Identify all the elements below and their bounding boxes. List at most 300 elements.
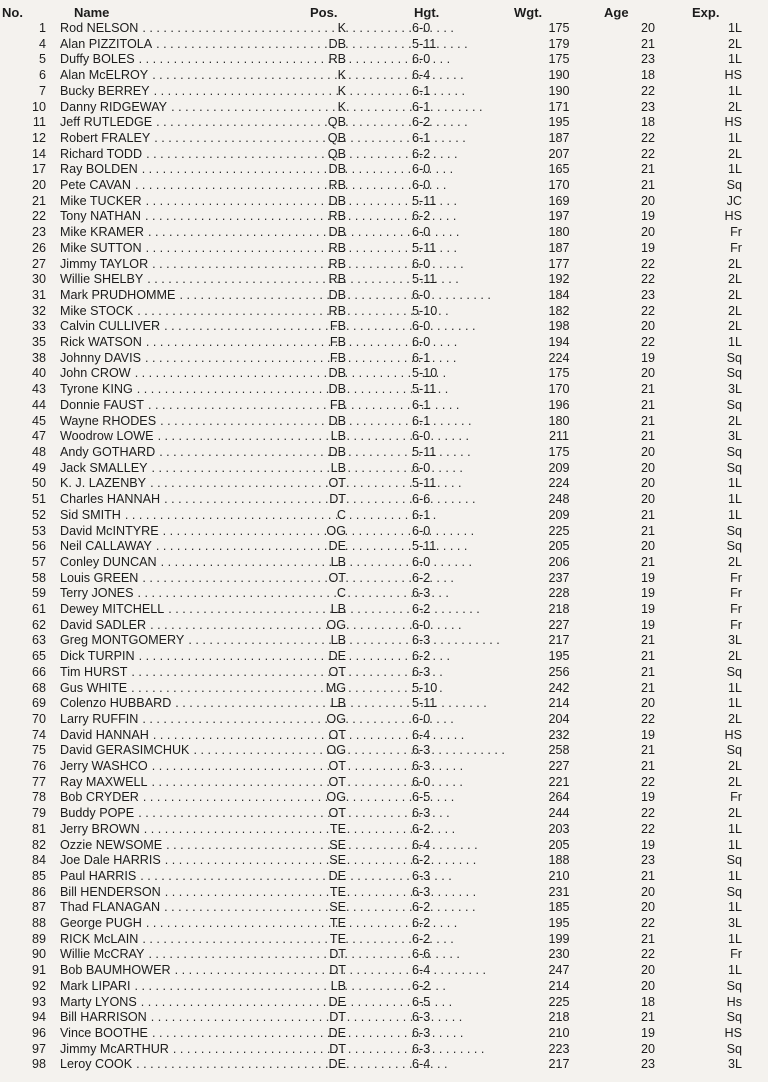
player-weight: 209 xyxy=(548,507,570,522)
player-weight: 218 xyxy=(548,602,570,617)
player-position: RB xyxy=(328,303,346,318)
dot-leader xyxy=(146,241,457,257)
player-name: Donnie FAUST xyxy=(60,397,144,412)
player-name-cell xyxy=(52,681,310,697)
dot-leader xyxy=(142,571,453,587)
player-height: 5-10 xyxy=(412,366,438,381)
player-name-cell xyxy=(52,838,310,854)
dot-leader xyxy=(137,304,448,320)
player-position: FB xyxy=(329,335,346,350)
player-position: TE xyxy=(329,821,346,836)
player-age: 20 xyxy=(640,539,655,554)
player-experience: 2L xyxy=(727,554,742,569)
player-name: Larry RUFFIN xyxy=(60,711,139,726)
player-experience: Fr xyxy=(730,617,742,632)
player-height: 6-3 xyxy=(412,759,431,774)
player-number: 76 xyxy=(31,759,46,774)
player-weight: 217 xyxy=(548,633,570,648)
player-height: 6-1 xyxy=(412,507,431,522)
player-name: Alan PIZZITOLA xyxy=(60,36,153,51)
player-name-cell xyxy=(52,1010,310,1026)
player-age: 22 xyxy=(640,806,655,821)
player-experience: 2L xyxy=(727,287,742,302)
dot-leader xyxy=(131,665,442,681)
player-experience: Sq xyxy=(726,1010,742,1025)
player-experience: 2L xyxy=(727,272,742,287)
player-age: 23 xyxy=(640,853,655,868)
player-weight: 175 xyxy=(548,52,570,67)
player-age: 18 xyxy=(640,994,655,1009)
player-name-cell xyxy=(52,696,310,712)
player-name-cell xyxy=(52,586,310,602)
player-height: 6-2 xyxy=(412,900,431,915)
player-experience: 2L xyxy=(727,146,742,161)
player-name-cell xyxy=(52,822,310,838)
player-age: 22 xyxy=(640,335,655,350)
player-height: 6-4 xyxy=(412,963,431,978)
player-number: 86 xyxy=(31,884,46,899)
table-row xyxy=(0,272,768,288)
player-weight: 165 xyxy=(548,162,570,177)
player-age: 21 xyxy=(640,1010,655,1025)
player-name: K. J. LAZENBY xyxy=(60,476,147,491)
player-name: Marty LYONS xyxy=(60,994,137,1009)
player-name-cell xyxy=(52,524,310,540)
player-age: 21 xyxy=(640,36,655,51)
player-number: 63 xyxy=(31,633,46,648)
player-name: Woodrow LOWE xyxy=(60,429,154,444)
player-position: DT xyxy=(329,492,346,507)
player-name-cell xyxy=(52,461,310,477)
table-row xyxy=(0,869,768,885)
player-age: 21 xyxy=(640,743,655,758)
player-position: RB xyxy=(328,272,346,287)
roster-body xyxy=(0,21,768,1073)
player-name-cell xyxy=(52,178,310,194)
player-position: LB xyxy=(330,460,346,475)
player-experience: Fr xyxy=(730,586,742,601)
player-name: John CROW xyxy=(60,366,131,381)
player-height: 6-0 xyxy=(412,774,431,789)
table-row xyxy=(0,398,768,414)
player-weight: 225 xyxy=(548,523,570,538)
dot-leader xyxy=(146,194,457,210)
dot-leader xyxy=(134,979,445,995)
player-experience: 2L xyxy=(727,99,742,114)
table-row xyxy=(0,681,768,697)
header-wgt: Wgt. xyxy=(514,4,543,20)
player-height: 6-1 xyxy=(412,397,431,412)
player-weight: 196 xyxy=(548,397,570,412)
player-number: 97 xyxy=(31,1041,46,1056)
player-height: 6-0 xyxy=(412,335,431,350)
player-position: DE xyxy=(328,868,346,883)
player-position: OT xyxy=(328,806,346,821)
player-age: 21 xyxy=(640,178,655,193)
player-name: Ozzie NEWSOME xyxy=(60,837,163,852)
player-name-cell xyxy=(52,932,310,948)
player-age: 18 xyxy=(640,115,655,130)
player-name: Colenzo HUBBARD xyxy=(60,696,172,711)
player-name-cell xyxy=(52,806,310,822)
player-number: 14 xyxy=(31,146,46,161)
player-name: Rod NELSON xyxy=(60,21,139,35)
player-experience: 3L xyxy=(727,633,742,648)
player-number: 77 xyxy=(31,774,46,789)
player-position: DB xyxy=(328,287,346,302)
table-row xyxy=(0,979,768,995)
player-experience: 2L xyxy=(727,759,742,774)
player-position: FB xyxy=(329,350,346,365)
header-row xyxy=(0,4,768,21)
player-position: DT xyxy=(329,1010,346,1025)
player-experience: HS xyxy=(724,115,742,130)
player-position: SE xyxy=(329,837,346,852)
player-position: RB xyxy=(328,209,346,224)
player-height: 6-5 xyxy=(412,994,431,1009)
player-experience: Sq xyxy=(726,978,742,993)
dot-leader xyxy=(171,100,482,116)
player-name: Andy GOTHARD xyxy=(60,444,156,459)
player-height: 6-0 xyxy=(412,162,431,177)
player-name-cell xyxy=(52,162,310,178)
header-hgt: Hgt. xyxy=(414,4,440,20)
player-name: Mike SUTTON xyxy=(60,240,142,255)
player-age: 21 xyxy=(640,868,655,883)
player-height: 6-2 xyxy=(412,115,431,130)
player-number: 23 xyxy=(31,225,46,240)
player-weight: 203 xyxy=(548,821,570,836)
dot-leader xyxy=(142,21,453,37)
dot-leader xyxy=(145,351,456,367)
player-name: Conley DUNCAN xyxy=(60,554,157,569)
player-age: 23 xyxy=(640,52,655,67)
player-experience: Sq xyxy=(726,664,742,679)
player-experience: 1L xyxy=(727,162,742,177)
table-row xyxy=(0,932,768,948)
player-age: 21 xyxy=(640,523,655,538)
player-experience: 2L xyxy=(727,256,742,271)
player-position: DE xyxy=(328,539,346,554)
player-number: 30 xyxy=(31,272,46,287)
player-height: 6-0 xyxy=(412,711,431,726)
player-number: 21 xyxy=(31,193,46,208)
player-name: Duffy BOLES xyxy=(60,52,135,67)
player-experience: 1L xyxy=(727,507,742,522)
table-row xyxy=(0,429,768,445)
player-height: 6-2 xyxy=(412,209,431,224)
player-experience: 2L xyxy=(727,711,742,726)
player-position: LB xyxy=(330,554,346,569)
player-number: 5 xyxy=(38,52,46,67)
player-experience: 2L xyxy=(727,649,742,664)
player-weight: 230 xyxy=(548,947,570,962)
player-weight: 211 xyxy=(548,429,570,444)
player-name: Mike TUCKER xyxy=(60,193,142,208)
dot-leader xyxy=(168,602,479,618)
player-weight: 223 xyxy=(548,1041,570,1056)
table-row xyxy=(0,995,768,1011)
player-experience: 1L xyxy=(727,335,742,350)
player-position: OG xyxy=(326,523,346,538)
player-name: Jimmy TAYLOR xyxy=(60,256,149,271)
dot-leader xyxy=(193,743,504,759)
table-row xyxy=(0,115,768,131)
player-name: George PUGH xyxy=(60,916,142,931)
player-height: 5-11 xyxy=(412,539,437,554)
player-weight: 224 xyxy=(548,350,570,365)
player-name: Bob BAUMHOWER xyxy=(60,963,171,978)
player-position: LB xyxy=(330,633,346,648)
player-name-cell xyxy=(52,382,310,398)
player-position: DB xyxy=(328,413,346,428)
player-experience: 1L xyxy=(727,963,742,978)
player-name: Tyrone KING xyxy=(60,382,133,397)
player-position: DB xyxy=(328,225,346,240)
player-height: 6-3 xyxy=(412,1026,431,1040)
player-name-cell xyxy=(52,147,310,163)
table-row xyxy=(0,131,768,147)
table-row xyxy=(0,524,768,540)
player-height: 5-11 xyxy=(412,696,437,711)
player-experience: Sq xyxy=(726,444,742,459)
player-age: 22 xyxy=(640,256,655,271)
table-row xyxy=(0,1010,768,1026)
player-number: 74 xyxy=(31,727,46,742)
player-position: RB xyxy=(328,178,346,193)
player-number: 49 xyxy=(31,460,46,475)
player-experience: Sq xyxy=(726,397,742,412)
player-name-cell xyxy=(52,743,310,759)
table-row xyxy=(0,775,768,791)
player-number: 94 xyxy=(31,1010,46,1025)
player-weight: 187 xyxy=(548,240,570,255)
player-number: 1 xyxy=(38,21,46,35)
player-number: 78 xyxy=(31,790,46,805)
dot-leader xyxy=(146,147,457,163)
player-position: SE xyxy=(329,900,346,915)
table-row xyxy=(0,476,768,492)
dot-leader xyxy=(137,382,448,398)
player-experience: 1L xyxy=(727,821,742,836)
player-experience: Fr xyxy=(730,570,742,585)
player-experience: HS xyxy=(724,68,742,83)
player-weight: 197 xyxy=(548,209,570,224)
player-name-cell xyxy=(52,225,310,241)
player-name-cell xyxy=(52,979,310,995)
player-height: 5-10 xyxy=(412,680,438,695)
table-row xyxy=(0,492,768,508)
player-height: 6-4 xyxy=(412,727,431,742)
player-height: 6-3 xyxy=(412,884,431,899)
player-name: Greg MONTGOMERY xyxy=(60,633,185,648)
player-height: 5-11 xyxy=(412,240,437,255)
player-name-cell xyxy=(52,366,310,382)
player-name-cell xyxy=(52,947,310,963)
header-age: Age xyxy=(604,4,629,20)
player-position: DB xyxy=(328,193,346,208)
player-experience: 1L xyxy=(727,696,742,711)
player-age: 21 xyxy=(640,162,655,177)
player-height: 5-11 xyxy=(412,272,437,287)
player-name: Buddy POPE xyxy=(60,806,135,821)
player-name: Jerry WASHCO xyxy=(60,759,148,774)
player-position: OT xyxy=(328,774,346,789)
table-row xyxy=(0,790,768,806)
player-number: 50 xyxy=(31,476,46,491)
player-position: OT xyxy=(328,570,346,585)
player-name-cell xyxy=(52,84,310,100)
player-name: Tony NATHAN xyxy=(60,209,141,224)
player-height: 6-3 xyxy=(412,806,431,821)
player-height: 6-1 xyxy=(412,99,431,114)
player-name: Jerry BROWN xyxy=(60,821,140,836)
player-experience: Fr xyxy=(730,602,742,617)
player-age: 20 xyxy=(640,696,655,711)
player-age: 23 xyxy=(640,287,655,302)
player-name-cell xyxy=(52,37,310,53)
player-position: K xyxy=(337,99,346,114)
player-height: 6-6 xyxy=(412,492,431,507)
player-weight: 199 xyxy=(548,931,570,946)
player-name-cell xyxy=(52,445,310,461)
player-height: 5-10 xyxy=(412,303,438,318)
table-row xyxy=(0,84,768,100)
player-height: 6-1 xyxy=(412,413,431,428)
player-number: 92 xyxy=(31,978,46,993)
table-row xyxy=(0,68,768,84)
player-weight: 190 xyxy=(548,68,570,83)
player-position: FB xyxy=(329,319,346,334)
table-row xyxy=(0,21,768,37)
player-name-cell xyxy=(52,115,310,131)
player-age: 20 xyxy=(640,366,655,381)
player-weight: 264 xyxy=(548,790,570,805)
player-age: 20 xyxy=(640,193,655,208)
player-experience: Fr xyxy=(730,790,742,805)
player-height: 6-6 xyxy=(412,947,431,962)
dot-leader xyxy=(145,209,456,225)
player-experience: 1L xyxy=(727,52,742,67)
player-height: 6-0 xyxy=(412,429,431,444)
player-weight: 180 xyxy=(548,413,570,428)
player-number: 51 xyxy=(31,492,46,507)
player-age: 20 xyxy=(640,492,655,507)
player-position: RB xyxy=(328,256,346,271)
player-number: 90 xyxy=(31,947,46,962)
player-height: 6-0 xyxy=(412,52,431,67)
player-position: DB xyxy=(328,382,346,397)
player-height: 5-11 xyxy=(412,476,437,491)
player-height: 6-0 xyxy=(412,319,431,334)
player-weight: 237 xyxy=(548,570,570,585)
header-pos: Pos. xyxy=(310,4,338,20)
table-row xyxy=(0,257,768,273)
player-height: 6-3 xyxy=(412,868,431,883)
player-age: 22 xyxy=(640,774,655,789)
player-age: 21 xyxy=(640,649,655,664)
player-position: DB xyxy=(328,162,346,177)
player-height: 6-2 xyxy=(412,821,431,836)
player-name-cell xyxy=(52,429,310,445)
player-age: 20 xyxy=(640,884,655,899)
player-name: Rick WATSON xyxy=(60,335,142,350)
player-number: 62 xyxy=(31,617,46,632)
player-name: Jack SMALLEY xyxy=(60,460,148,475)
player-weight: 205 xyxy=(548,837,570,852)
table-row xyxy=(0,743,768,759)
dot-leader xyxy=(144,822,455,838)
player-weight: 198 xyxy=(548,319,570,334)
player-weight: 171 xyxy=(548,99,570,114)
player-weight: 179 xyxy=(548,36,570,51)
player-position: TE xyxy=(329,916,346,931)
table-row xyxy=(0,900,768,916)
player-number: 69 xyxy=(31,696,46,711)
player-weight: 206 xyxy=(548,554,570,569)
player-height: 6-2 xyxy=(412,570,431,585)
player-weight: 248 xyxy=(548,492,570,507)
player-age: 21 xyxy=(640,664,655,679)
player-name: Bob CRYDER xyxy=(60,790,139,805)
player-name-cell xyxy=(52,1057,310,1073)
table-row xyxy=(0,162,768,178)
table-row xyxy=(0,853,768,869)
player-name-cell xyxy=(52,304,310,320)
player-age: 21 xyxy=(640,382,655,397)
player-age: 23 xyxy=(640,99,655,114)
player-height: 6-0 xyxy=(412,287,431,302)
player-name: Neil CALLAWAY xyxy=(60,539,152,554)
player-age: 22 xyxy=(640,947,655,962)
player-height: 6-3 xyxy=(412,586,431,601)
player-position: LB xyxy=(330,978,346,993)
table-row xyxy=(0,351,768,367)
player-position: DE xyxy=(328,1026,346,1040)
table-row xyxy=(0,382,768,398)
table-row xyxy=(0,288,768,304)
player-number: 68 xyxy=(31,680,46,695)
player-name-cell xyxy=(52,900,310,916)
player-name-cell xyxy=(52,618,310,634)
player-experience: 3L xyxy=(727,916,742,931)
player-weight: 169 xyxy=(548,193,570,208)
player-position: OG xyxy=(326,790,346,805)
player-experience: Sq xyxy=(726,523,742,538)
player-height: 6-4 xyxy=(412,1057,431,1072)
player-number: 75 xyxy=(31,743,46,758)
player-name-cell xyxy=(52,649,310,665)
player-position: QB xyxy=(327,130,346,145)
player-weight: 204 xyxy=(548,711,570,726)
player-weight: 231 xyxy=(548,884,570,899)
player-name: Pete CAVAN xyxy=(60,178,131,193)
table-row xyxy=(0,100,768,116)
table-row xyxy=(0,194,768,210)
player-name-cell xyxy=(52,759,310,775)
player-position: QB xyxy=(327,115,346,130)
player-age: 22 xyxy=(640,83,655,98)
player-position: OG xyxy=(326,711,346,726)
player-position: C xyxy=(336,507,346,522)
player-weight: 214 xyxy=(548,978,570,993)
table-row xyxy=(0,822,768,838)
player-position: DB xyxy=(328,36,346,51)
player-number: 7 xyxy=(38,83,46,98)
player-name-cell xyxy=(52,100,310,116)
player-weight: 218 xyxy=(548,1010,570,1025)
header-name: Name xyxy=(74,4,110,20)
